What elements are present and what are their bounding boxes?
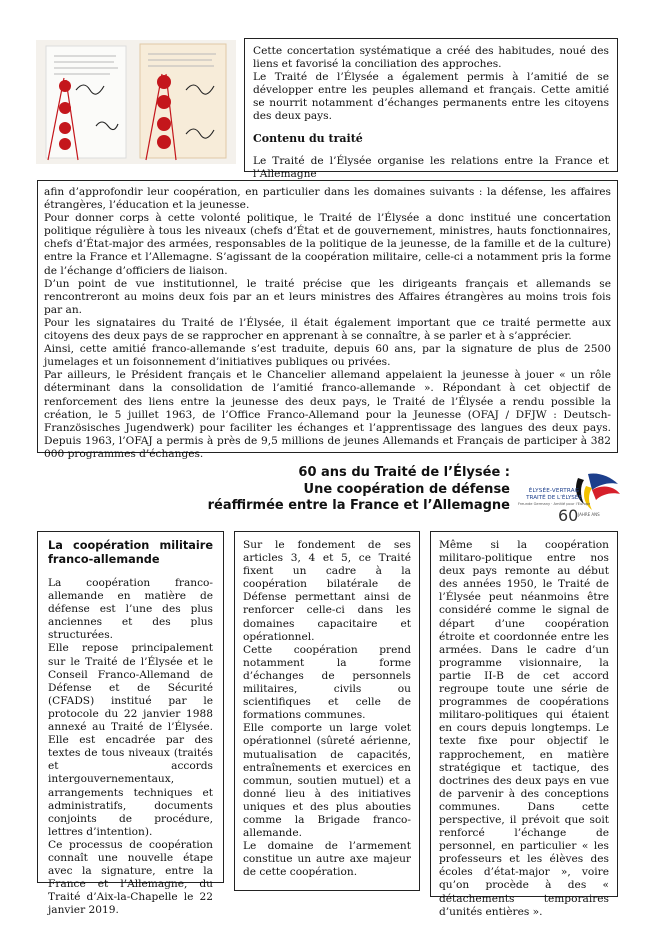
content-subheading: Contenu du traité bbox=[253, 131, 363, 145]
logo-number: 60 bbox=[558, 506, 579, 525]
section-heading-line-1: 60 ans du Traité de l’Élysée : bbox=[298, 465, 510, 480]
column-1-paragraph-3: Ce processus de coopération connaît une nouvelle étape avec la signature, entre la France et l’Allemagne, du Traité d’Aix-la-Chapelle le 22 janvier 2019. bbox=[48, 838, 213, 917]
logo-text-1: ÉLYSÉE-VERTRAG bbox=[528, 488, 580, 494]
column-1-title: La coopération militaire franco-allemande bbox=[48, 539, 213, 566]
column-3 bbox=[430, 531, 618, 918]
column-3-paragraph-1: Même si la coopération militaro-politique entre nos deux pays remonte au début des années 1950, le Traité de l’Élysée peut néanmoins être considéré comme le signal de départ d’une coopération étroite et coordonnée entre les armées. Dans le cadre d’un programme visionnaire, la partie II-B de cet accord regroupe toute une série de programmes de coopérations militaro-politiques qui étaient en cours depuis longtemps. Le texte fixe pour objectif le rapprochement, en matière stratégique et tactique, des doctrines des deux pays en vue de parvenir à des conceptions communes. Dans cette perspective, il prévoit que soit renforcé l’échange de personnel, en particulier « les professeurs et les élèves des écoles d’état-major », voire qu’on procède à des « détachements temporaires d’unités entières ». bbox=[439, 539, 609, 918]
column-2-paragraph-1: Sur le fondement de ses articles 3, 4 et 5, ce Traité fixent un cadre à la coopération bilatérale de Défense permettant ainsi de renforcer celle-ci dans les domaines capacitaire et opérationnel. bbox=[243, 539, 411, 643]
section-heading bbox=[208, 465, 510, 515]
section-heading-line-3: réaffirmée entre la France et l’Allemagne bbox=[207, 498, 510, 513]
intro-box bbox=[244, 38, 618, 180]
column-2-paragraph-2: Cette coopération prend notamment la forme d’échanges de personnels militaires, civils ou scientifiques et celle de formations communes. bbox=[243, 643, 411, 722]
column-2 bbox=[234, 531, 420, 891]
intro-paragraph-1: Cette concertation systématique a créé des habitudes, noué des liens et favorisé la conciliation des approches. bbox=[253, 45, 609, 71]
column-1-paragraph-2: Elle repose principalement sur le Traité de l’Élysée et le Conseil Franco-Allemand de Défense et de Sécurité (CFADS) institué par le protocole du 22 janvier 1988 annexé au Traité de l’Élysée. Elle est encadrée par des textes de tous niveaux (traités et accords intergouvernementaux, arrangements techniques et administratifs, documents conjoints de procédure, lettres d’intention). bbox=[48, 642, 213, 838]
content-intro: Le Traité de l’Élysée organise les relations entre la France et l’Allemagne bbox=[253, 154, 609, 180]
treaty-documents-image bbox=[36, 40, 236, 164]
content-paragraph-3: D’un point de vue institutionnel, le traité précise que les dirigeants français et allemands se rencontreront au moins deux fois par an et leurs ministres des Affaires étrangères au moins trois fois par an. bbox=[44, 277, 611, 316]
column-1 bbox=[37, 531, 224, 917]
intro-paragraph-2: Le Traité de l’Élysée a également permis à l’amitié de se développer entre les peuples allemand et français. Cette amitié se nourrit notamment d’échanges permanents entre les citoyens des deux pays. bbox=[253, 71, 609, 123]
column-2-paragraph-4: Le domaine de l’armement constitue un autre axe majeur de cette coopération. bbox=[243, 840, 411, 879]
column-1-paragraph-1: La coopération franco-allemande en matière de défense est l’une des plus anciennes et des plus structurées. bbox=[48, 577, 213, 642]
logo-years: JAHRE ANS bbox=[578, 512, 600, 517]
treaty-content-box bbox=[37, 180, 618, 460]
content-paragraph-2: Pour donner corps à cette volonté politique, le Traité de l’Élysée a donc institué une concertation politique régulière à tous les niveaux (chefs d’État et de gouvernement, ministres, hauts fonctionnaires, chefs d’État-major des armées, responsables de la politique de la jeunesse, de la famille et de la culture) entre la France et l’Allemagne. S’agissant de la coopération militaire, celle-ci a notamment pris la forme de l’échange d’officiers de liaison. bbox=[44, 212, 611, 277]
content-paragraph-4: Pour les signataires du Traité de l’Élysée, il était également important que ce traité permette aux citoyens des deux pays de se rapprocher en apprenant à se connaître, à se parler et à s’apprécier. bbox=[44, 316, 611, 343]
elysee-treaty-logo bbox=[518, 468, 624, 524]
content-paragraph-1: afin d’approfondir leur coopération, en particulier dans les domaines suivants : la défense, les affaires étrangères, l’éducation et la jeunesse. bbox=[44, 186, 611, 212]
column-2-paragraph-3: Elle comporte un large volet opérationnel (sûreté aérienne, mutualisation de capacités, entraînements et exercices en commun, soutien mutuel) et a donné lieu à des initiatives uniques et des plus abouties comme la Brigade franco-allemande. bbox=[243, 722, 411, 840]
logo-text-3: Freunde Germany · Amitié pour l’Europe bbox=[518, 502, 590, 506]
treaty-photo bbox=[36, 40, 236, 164]
logo-text-2: TRAITÉ DE L’ÉLYSÉE bbox=[526, 495, 582, 501]
section-heading-line-2: Une coopération de défense bbox=[303, 481, 510, 497]
content-paragraph-5: Ainsi, cette amitié franco-allemande s’est traduite, depuis 60 ans, par la signature de plus de 2500 jumelages et un foisonnement d’initiatives publiques ou privées. bbox=[44, 343, 611, 369]
content-paragraph-6: Par ailleurs, le Président français et le Chancelier allemand appelaient la jeunesse à jouer « un rôle déterminant dans la consolidation de l’amitié franco-allemande ». Répondant à cet objectif de renforcement des liens entre la jeunesse des deux pays, le Traité de l’Élysée a rendu possible la création, le 5 juillet 1963, de l’Office Franco-Allemand pour la Jeunesse (OFAJ / DFJW : Deutsch-Französisches Jugendwerk) pour faciliter les échanges et l’apprentissage des langues des deux pays. Depuis 1963, l’OFAJ a permis à près de 9,5 millions de jeunes Allemands et Français de participer à 382 000 programmes d’échanges. bbox=[44, 369, 611, 460]
